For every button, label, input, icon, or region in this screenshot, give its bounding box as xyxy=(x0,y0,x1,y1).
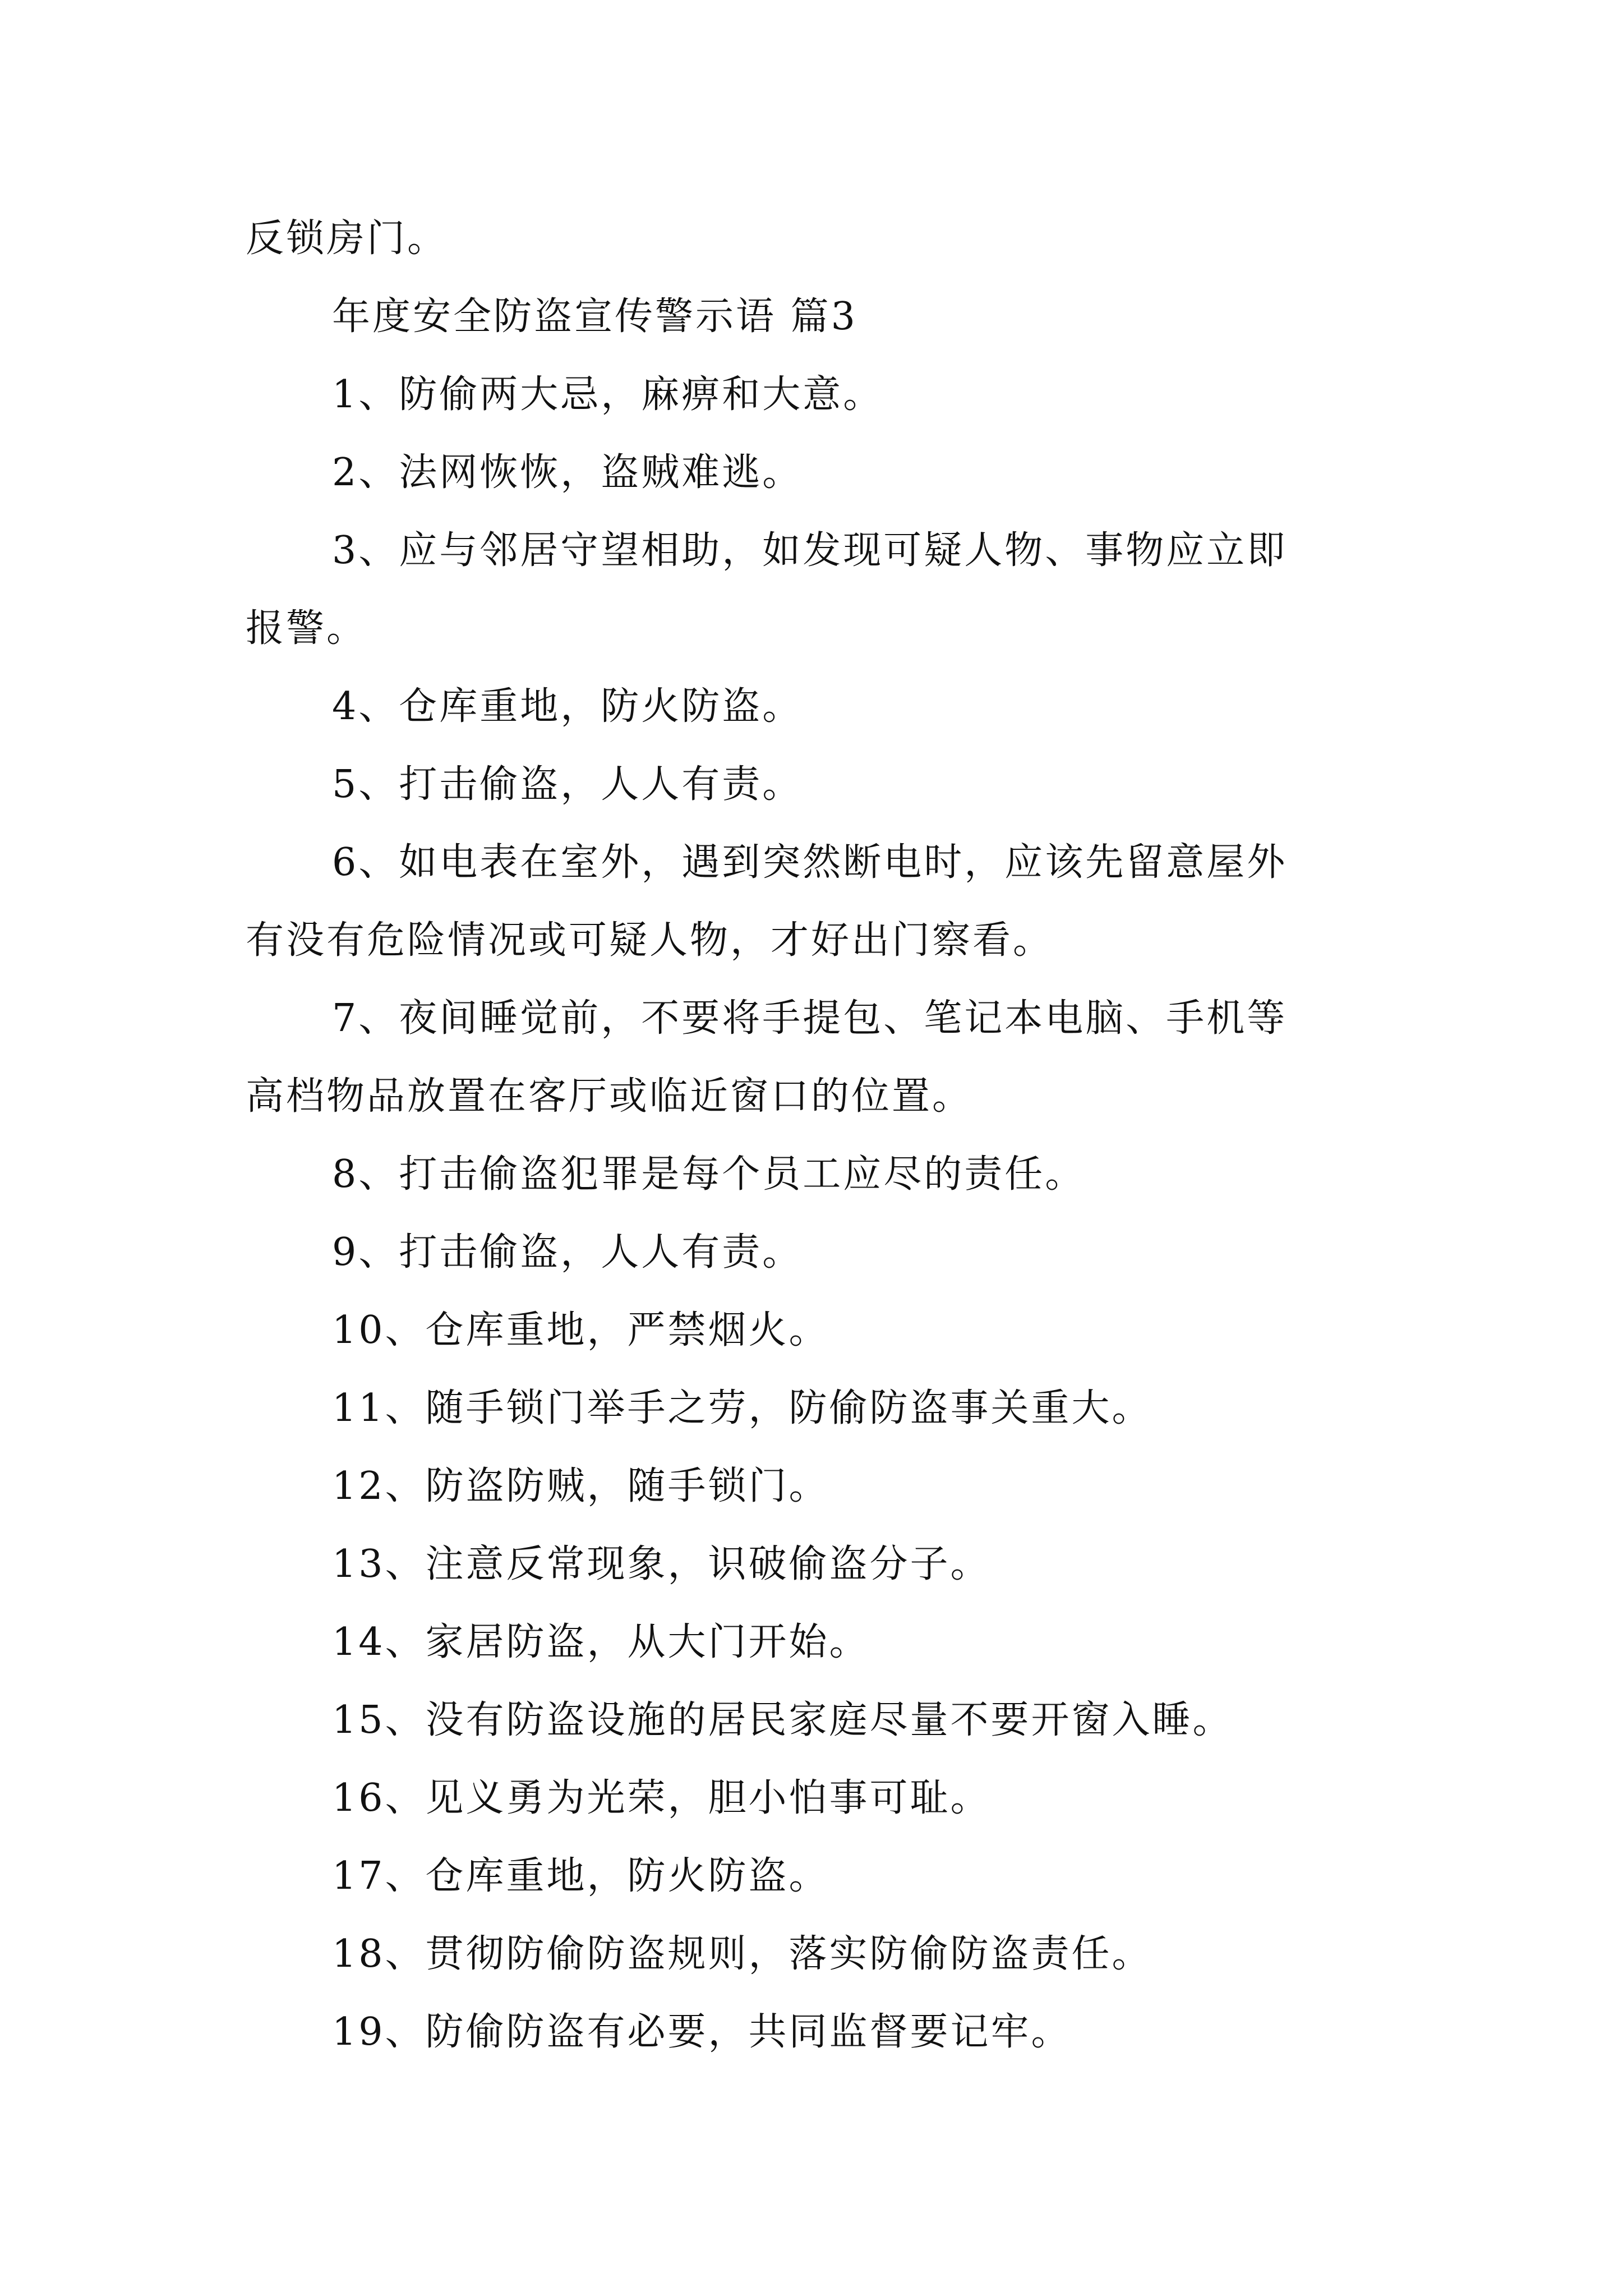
list-item xyxy=(246,434,1384,512)
list-item-text: 17、仓库重地，防火防盗。 xyxy=(332,1854,829,1898)
list-item xyxy=(246,1759,1384,1837)
list-item-continuation: 有没有危险情况或可疑人物，才好出门察看。 xyxy=(246,918,1054,963)
list-item-text: 5、打击偷盗，人人有责。 xyxy=(332,762,803,807)
list-item xyxy=(246,512,1384,668)
list-item xyxy=(246,1135,1384,1213)
list-item xyxy=(246,1681,1384,1759)
list-item-text: 15、没有防盗设施的居民家庭尽量不要开窗入睡。 xyxy=(332,1698,1233,1742)
document-body xyxy=(246,200,1384,2071)
list-item xyxy=(246,668,1384,746)
list-item xyxy=(246,746,1384,823)
list-item xyxy=(246,356,1384,434)
list-item-text: 11、随手锁门举手之劳，防偷防盗事关重大。 xyxy=(332,1386,1152,1430)
list-item-text: 9、打击偷盗，人人有责。 xyxy=(332,1230,803,1274)
list-item xyxy=(246,1447,1384,1525)
list-item-text: 8、打击偷盗犯罪是每个员工应尽的责任。 xyxy=(332,1152,1086,1197)
list-item xyxy=(246,1525,1384,1603)
list-item-text: 2、法网恢恢，盗贼难逃。 xyxy=(332,450,803,495)
list-item xyxy=(246,1369,1384,1447)
list-item-text: 13、注意反常现象，识破偷盗分子。 xyxy=(332,1542,991,1586)
list-item xyxy=(246,1213,1384,1291)
list-item-text: 4、仓库重地，防火防盗。 xyxy=(332,684,803,729)
list-item-text: 16、见义勇为光荣，胆小怕事可耻。 xyxy=(332,1776,991,1820)
list-item xyxy=(246,1915,1384,1993)
list-item-text: 7、夜间睡觉前，不要将手提包、笔记本电脑、手机等 xyxy=(332,996,1288,1041)
list-item xyxy=(246,1837,1384,1915)
list-item-text: 10、仓库重地，严禁烟火。 xyxy=(332,1308,829,1352)
list-item-text: 1、防偷两大忌，麻痹和大意。 xyxy=(332,372,884,417)
list-item-text: 6、如电表在室外，遇到突然断电时，应该先留意屋外 xyxy=(332,840,1288,885)
list-item xyxy=(246,1603,1384,1681)
list-item-text: 12、防盗防贼，随手锁门。 xyxy=(332,1464,829,1508)
list-item-text: 14、家居防盗，从大门开始。 xyxy=(332,1620,870,1664)
list-item xyxy=(246,1291,1384,1369)
section-title: 年度安全防盗宣传警示语 篇3 xyxy=(332,295,857,339)
list-item-continuation: 高档物品放置在客厅或临近窗口的位置。 xyxy=(246,1074,973,1119)
list-item-text: 3、应与邻居守望相助，如发现可疑人物、事物应立即 xyxy=(332,528,1288,573)
list-item xyxy=(246,979,1384,1135)
list-item-text: 18、贯彻防偷防盗规则，落实防偷防盗责任。 xyxy=(332,1932,1152,1976)
list-item xyxy=(246,823,1384,979)
list-item-text: 19、防偷防盗有必要，共同监督要记牢。 xyxy=(332,2010,1072,2054)
list-item-continuation: 报警。 xyxy=(246,606,367,651)
continuation-text: 反锁房门。 xyxy=(246,217,448,261)
list-item xyxy=(246,1993,1384,2071)
slogan-list xyxy=(246,356,1384,2071)
